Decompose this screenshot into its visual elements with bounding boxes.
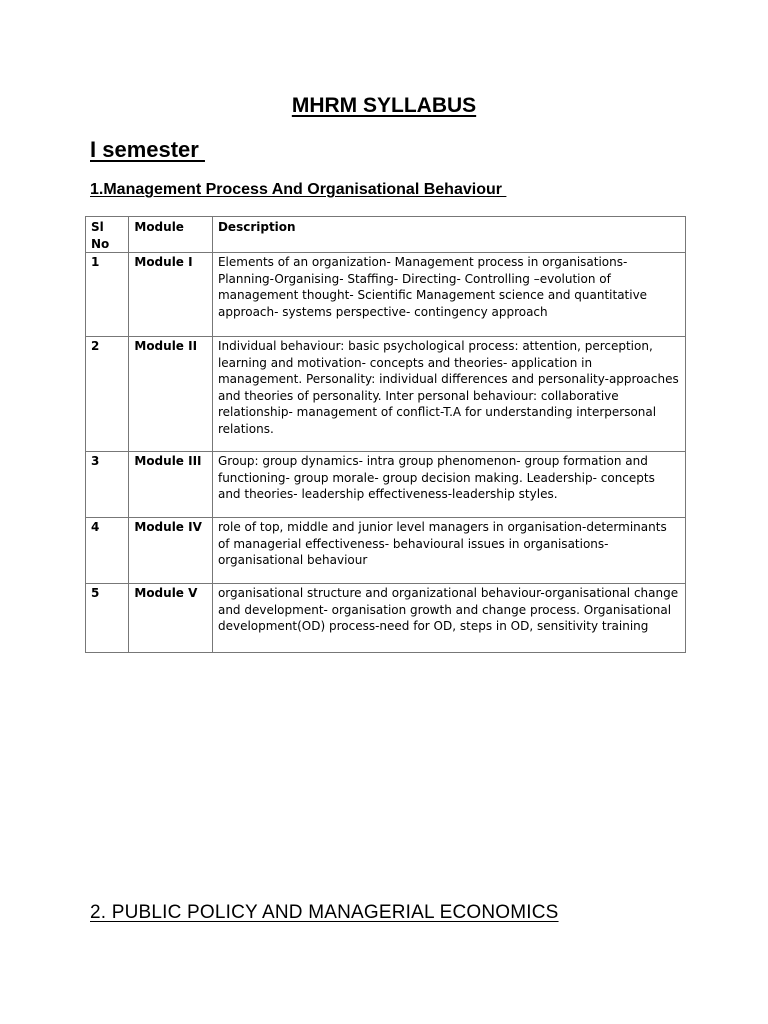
header-sl-no: Sl No: [86, 217, 129, 253]
semester-heading: I semester: [90, 137, 205, 162]
row-module: Module III: [129, 452, 213, 518]
row-description: organisational structure and organizational behaviour-organisational change and development- organisation growth and change process. Organisational development(OD) process-need for OD, steps in OD, sensitivity training: [212, 584, 685, 653]
row-sl-no: 3: [86, 452, 129, 518]
row-description: Individual behaviour: basic psychological process: attention, perception, learning and motivation- concepts and theories- application in management. Personality: individual differences and personality-approaches and theories of personality. Inter personal behaviour: collaborative relationship- management of conflict-T.A for understanding interpersonal relations.: [212, 337, 685, 452]
row-module: Module V: [129, 584, 213, 653]
row-module: Module II: [129, 337, 213, 452]
row-module: Module IV: [129, 518, 213, 584]
row-description: role of top, middle and junior level managers in organisation-determinants of managerial effectiveness- behavioural issues in organisations- organisational behaviour: [212, 518, 685, 584]
row-module: Module I: [129, 253, 213, 337]
row-sl-no: 2: [86, 337, 129, 452]
header-description: Description: [212, 217, 685, 253]
row-description: Group: group dynamics- intra group phenomenon- group formation and functioning- group morale- group decision making. Leadership- concepts and theories- leadership effectiveness-leadership styles.: [212, 452, 685, 518]
table-row: [86, 452, 686, 518]
header-module: Module: [129, 217, 213, 253]
table-row: [86, 518, 686, 584]
table-header-row: [86, 217, 686, 253]
document-title: MHRM SYLLABUS: [291, 94, 477, 117]
table-row: [86, 337, 686, 452]
table-row: [86, 584, 686, 653]
table-row: [86, 253, 686, 337]
row-sl-no: 5: [86, 584, 129, 653]
syllabus-table: [85, 216, 686, 653]
row-sl-no: 1: [86, 253, 129, 337]
row-description: Elements of an organization- Management process in organisations- Planning-Organising- Staffing- Directing- Controlling –evolution of management thought- Scientific Management science and quantitative approach- systems perspective- contingency approach: [212, 253, 685, 337]
course-heading: 1.Management Process And Organisational Behaviour: [90, 181, 507, 198]
next-section-heading: 2. PUBLIC POLICY AND MANAGERIAL ECONOMICS: [90, 902, 559, 923]
row-sl-no: 4: [86, 518, 129, 584]
